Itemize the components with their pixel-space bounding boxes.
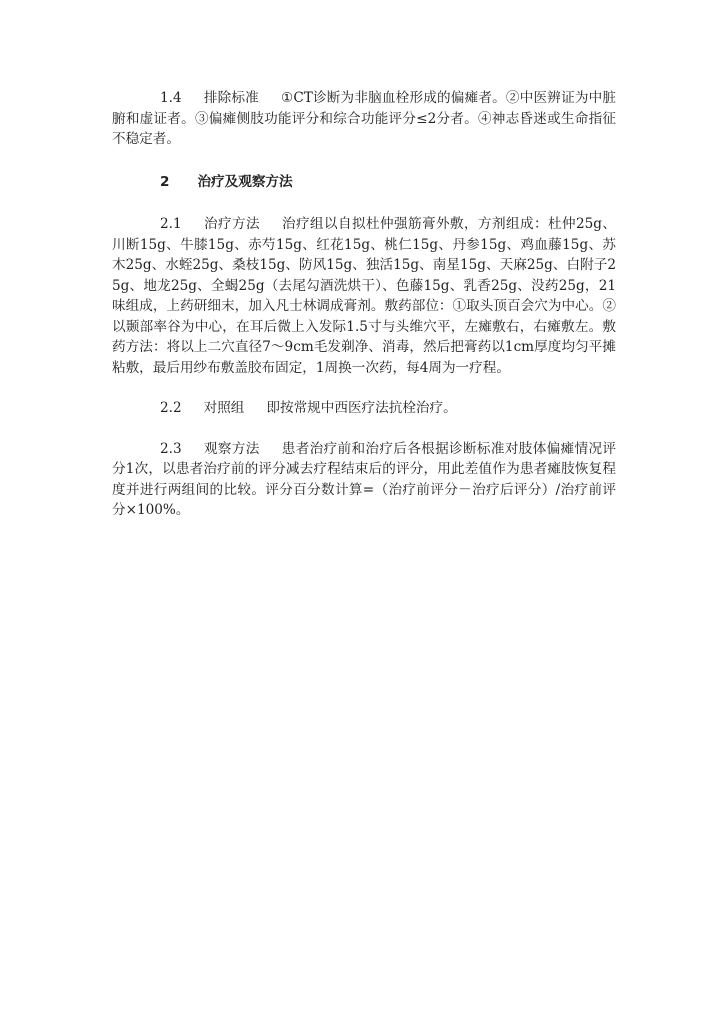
section-number: 2.1: [160, 216, 182, 232]
section-number: 2.3: [160, 440, 182, 457]
section-label: 治疗方法: [203, 216, 261, 232]
paragraph-text: ①CT诊断为非脑血栓形成的偏瘫者。②中医辨证为中脏腑和虚证者。③偏瘫侧肢功能评分和综合功能评分≤2分者。④神志昏迷或生命指征不稳定者。: [112, 90, 617, 147]
paragraph-text: 患者治疗前和治疗后各根据诊断标准对肢体偏瘫情况评分1次，以患者治疗前的评分减去疗程结束后的评分，用此差值作为患者瘫肢恢复程度并进行两组间的比较。评分百分数计算=（治疗前评分－治疗后评分）/治疗前评分×100%。: [112, 440, 617, 518]
heading-title: 治疗及观察方法: [197, 173, 293, 190]
paragraph-text: 即按常规中西医疗法抗栓治疗。: [266, 400, 457, 416]
paragraph-treatment-method: [112, 214, 616, 378]
heading-number: 2: [160, 173, 170, 190]
section-label: 对照组: [203, 400, 245, 416]
section-label: 观察方法: [203, 440, 260, 457]
paragraph-text: 治疗组以自拟杜仲强筋膏外敷，方剂组成：杜仲25g、川断15g、牛膝15g、赤芍15g、红花15g、桃仁15g、丹参15g、鸡血藤15g、苏木25g、水蛭25g、桑枝15g、防风15g、独活15g、南星15g、天麻25g、白附子25g、地龙25g、全蝎25g（去尾勾酒洗烘干）、色藤15g、乳香25g、没药25g，21味组成，上药研细末，加入凡士林调成膏剂。敷药部位：①取头顶百会穴为中心。②以颞部率谷为中心，在耳后微上入发际1.5寸与头维穴平，左瘫敷右，右瘫敷左。敷药方法：将以上二穴直径7～9cm毛发剃净、消毒，然后把膏药以1cm厚度均匀平摊粘敷，最后用纱布敷盖胶布固定，1周换一次药，每4周为一疗程。: [112, 216, 617, 376]
section-label: 排除标准: [203, 90, 259, 106]
paragraph-control-group: [112, 398, 616, 419]
paragraph-exclusion-criteria: [112, 88, 616, 150]
section-heading: [112, 172, 616, 193]
section-number: 2.2: [160, 400, 182, 416]
section-number: 1.4: [160, 90, 182, 106]
paragraph-observation-method: [112, 439, 616, 521]
